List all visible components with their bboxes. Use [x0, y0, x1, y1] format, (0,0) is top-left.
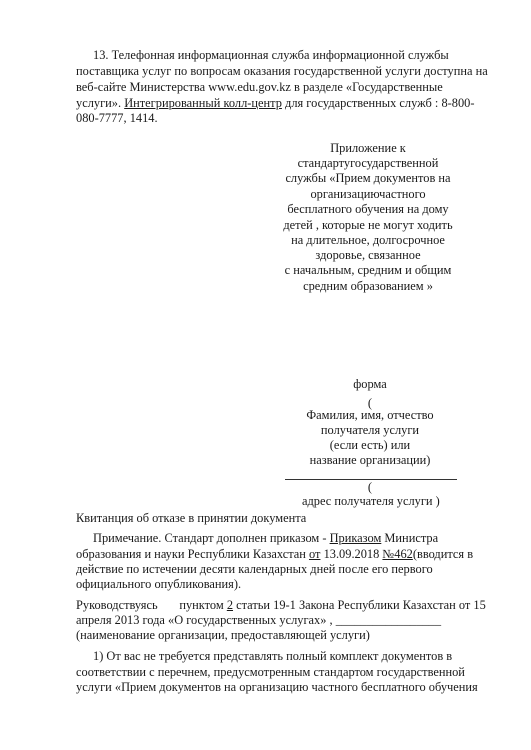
- appendix-line-6: детей , которые не могут ходить: [283, 218, 453, 232]
- date-link[interactable]: от: [309, 547, 321, 561]
- appendix-line-2: стандартугосударственной: [297, 156, 439, 170]
- note-line-3: действие по истечении десяти календарных дней после его первого: [76, 562, 433, 576]
- p13-line-4-end: для государственных служб : 8-800-: [281, 96, 475, 110]
- order-link[interactable]: Приказом: [329, 531, 382, 545]
- appendix-line-8: здоровье, связанное: [315, 248, 421, 262]
- p13-line-3: веб-сайте Министерства www.edu.gov.kz в разделе «Государственные: [76, 80, 443, 94]
- receipt-title: Квитанция об отказе в принятии документа: [76, 511, 307, 525]
- appendix-line-4: организациючастного: [310, 187, 426, 201]
- order-number-link[interactable]: №462: [382, 547, 413, 561]
- appendix-line-5: бесплатного обучения на дому: [287, 202, 449, 216]
- form-field-line-4: название организации): [309, 453, 431, 467]
- note-line-1-start: Примечание. Стандарт дополнен приказом -: [93, 531, 330, 545]
- note-line-2-start: образования и науки Республики Казахстан: [76, 547, 310, 561]
- note-line-4: официального опубликования).: [76, 577, 242, 591]
- form-paren-open: (: [367, 396, 373, 410]
- appendix-line-3: службы «Прием документов на: [285, 171, 451, 185]
- recipient-address-label: адрес получателя услуги ): [302, 494, 440, 508]
- p13-line-5: 080-7777, 1414.: [76, 111, 158, 125]
- note-line-2: [76, 547, 473, 562]
- item1-line-1: 1) От вас не требуется представлять полный комплект документов в: [93, 649, 453, 663]
- guided-line-1-start: Руководствуясь пунктом: [76, 598, 227, 612]
- p13-line-4-start: услуги».: [76, 96, 125, 110]
- item1-line-3: услуги «Прием документов на организацию частного бесплатного обучения: [76, 680, 478, 694]
- guided-line-2: апреля 2013 года «О государственных услугах» , _________________: [76, 613, 442, 627]
- guided-line-3: (наименование организации, предоставляющей услуги): [76, 628, 370, 642]
- p13-line-2: поставщика услуг по вопросам оказания государственной услуги доступна на: [76, 64, 488, 78]
- appendix-line-1: Приложение к: [330, 141, 406, 155]
- note-line-2-end: (вводится в: [412, 547, 474, 561]
- appendix-line-7: на длительное, долгосрочное: [291, 233, 445, 247]
- clause-link[interactable]: 2: [226, 598, 234, 612]
- appendix-line-9: с начальным, средним и общим: [284, 263, 452, 277]
- note-line-1: [93, 531, 438, 546]
- p13-line-1: 13. Телефонная информационная служба информационной службы: [93, 48, 449, 62]
- note-line-2-date: 13.09.2018: [320, 547, 383, 561]
- form-field-line-3: (если есть) или: [329, 438, 411, 452]
- form-field-line-2: получателя услуги: [320, 423, 420, 437]
- note-line-1-end: Министра: [381, 531, 439, 545]
- address-paren-open: (: [367, 480, 373, 494]
- item1-line-2: соответствии с перечнем, предусмотренным стандартом государственной: [76, 665, 465, 679]
- call-center-link[interactable]: Интегрированный колл-центр: [124, 96, 282, 110]
- p13-line-4: [76, 96, 475, 111]
- guided-line-1-end: статьи 19-1 Закона Республики Казахстан от 15: [233, 598, 486, 612]
- appendix-line-10: средним образованием »: [303, 279, 433, 293]
- form-title: форма: [353, 377, 387, 391]
- form-field-line-1: Фамилия, имя, отчество: [306, 408, 434, 422]
- guided-line-1: [76, 598, 486, 613]
